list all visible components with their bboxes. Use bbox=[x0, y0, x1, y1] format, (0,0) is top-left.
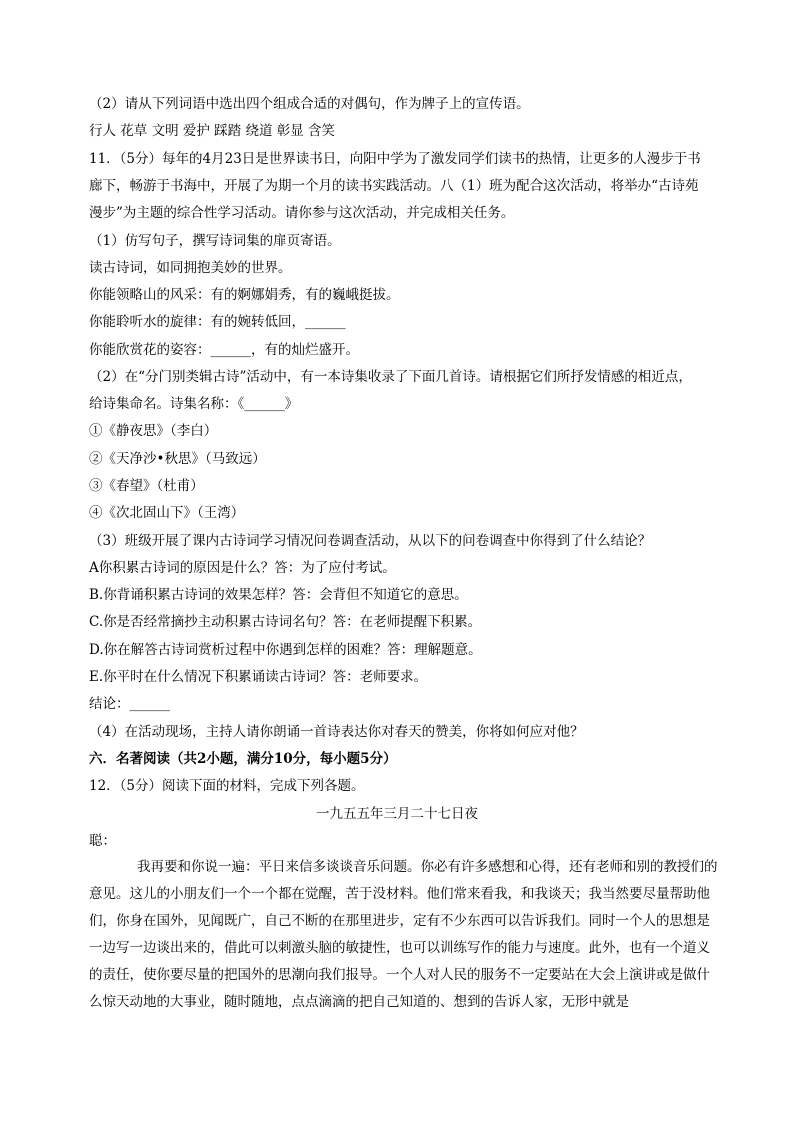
poem-item: ③《春望》（杜甫） bbox=[89, 478, 204, 494]
letter-body: 我再要和你说一遍：平日来信多谈谈音乐问题。你必有许多感想和心得，还有老师和别的教授们的意见。这儿的小朋友们一个一个都在觉醒，苦于没材料。他们常来看我，和我谈天；我当然要尽量帮助他们，你身在国外，见闻既广，自己不断的在那里进步，定有不少东西可以告诉我们。同时一个人的思想是一边写一边谈出来的，借此可以刺激头脑的敏捷性，也可以训练写作的能力与速度。此外，也有一个道义的责任，使你要尽量的把国外的思潮向我们报导。一个人对人民的服务不一定要站在大会上演讲或是做什么惊天动地的大事业，随时随地，点点滴滴的把自己知道的、想到的告诉人家，无形中就是 bbox=[89, 859, 718, 1010]
question-11-text: 廊下，畅游于书海中，开展了为期一个月的读书实践活动。八（1）班为配合这次活动，将举办“古诗苑 bbox=[89, 178, 699, 194]
text-line: 读古诗词，如同拥抱美妙的世界。 bbox=[89, 260, 292, 276]
question-12-header: 12．（5分）阅读下面的材料，完成下列各题。 bbox=[89, 778, 365, 794]
letter-salutation: 聪： bbox=[89, 833, 116, 849]
fill-blank-line: 你能聆听水的旋律：有的婉转低回，______ bbox=[89, 314, 346, 330]
letter-date: 一九五五年三月二十七日夜 bbox=[316, 806, 478, 822]
question-11-header: 11．（5分）每年的4月23日是世界读书日，向阳中学为了激发同学们读书的热情，让更多的人漫步于书 bbox=[89, 151, 701, 167]
fill-blank-line: 你能欣赏花的姿容：______，有的灿烂盛开。 bbox=[89, 342, 359, 358]
fill-blank-line: 给诗集命名。诗集名称：《______》 bbox=[89, 396, 299, 412]
survey-item: C.你是否经常摘抄主动积累古诗词名句？答：在老师提醒下积累。 bbox=[89, 614, 482, 630]
fill-blank-line: 结论：______ bbox=[89, 696, 170, 712]
word-options: 行人 花草 文明 爱护 踩踏 绕道 彰显 含笑 bbox=[89, 123, 336, 139]
question-11-part-4: （4）在活动现场，主持人请你朗诵一首诗表达你对春天的赞美，你将如何应对他？ bbox=[89, 724, 584, 740]
survey-item: A你积累古诗词的原因是什么？答：为了应付考试。 bbox=[89, 560, 396, 576]
question-10-part-2: （2）请从下列词语中选出四个组成合适的对偶句，作为牌子上的宣传语。 bbox=[89, 96, 530, 112]
poem-item: ④《次北固山下》（王湾） bbox=[89, 505, 245, 521]
poem-item: ②《天净沙•秋思》（马致远） bbox=[89, 451, 266, 467]
question-11-part-3: （3）班级开展了课内古诗词学习情况问卷调查活动，从以下的问卷调查中你得到了什么结论？ bbox=[89, 533, 652, 549]
survey-item: E.你平时在什么情况下积累诵读古诗词？答：老师要求。 bbox=[89, 669, 428, 685]
question-11-text: 漫步”为主题的综合性学习活动。请你参与这次活动，并完成相关任务。 bbox=[89, 205, 515, 221]
survey-item: B.你背诵积累古诗词的效果怎样？答：会背但不知道它的意思。 bbox=[89, 587, 468, 603]
text-line: 你能领略山的风采：有的婀娜娟秀，有的巍峨挺拔。 bbox=[89, 287, 400, 303]
question-11-part-1: （1）仿写句子，撰写诗词集的扉页寄语。 bbox=[89, 233, 341, 249]
question-11-part-2: （2）在“分门别类辑古诗”活动中，有一本诗集收录了下面几首诗。请根据它们所抒发情感的相近点， bbox=[89, 369, 692, 385]
survey-item: D.你在解答古诗词赏析过程中你遇到怎样的困难？答：理解题意。 bbox=[89, 642, 482, 658]
poem-item: ①《静夜思》（李白） bbox=[89, 423, 218, 439]
section-heading: 六．名著阅读（共2小题，满分10分，每小题5分） bbox=[89, 751, 397, 767]
